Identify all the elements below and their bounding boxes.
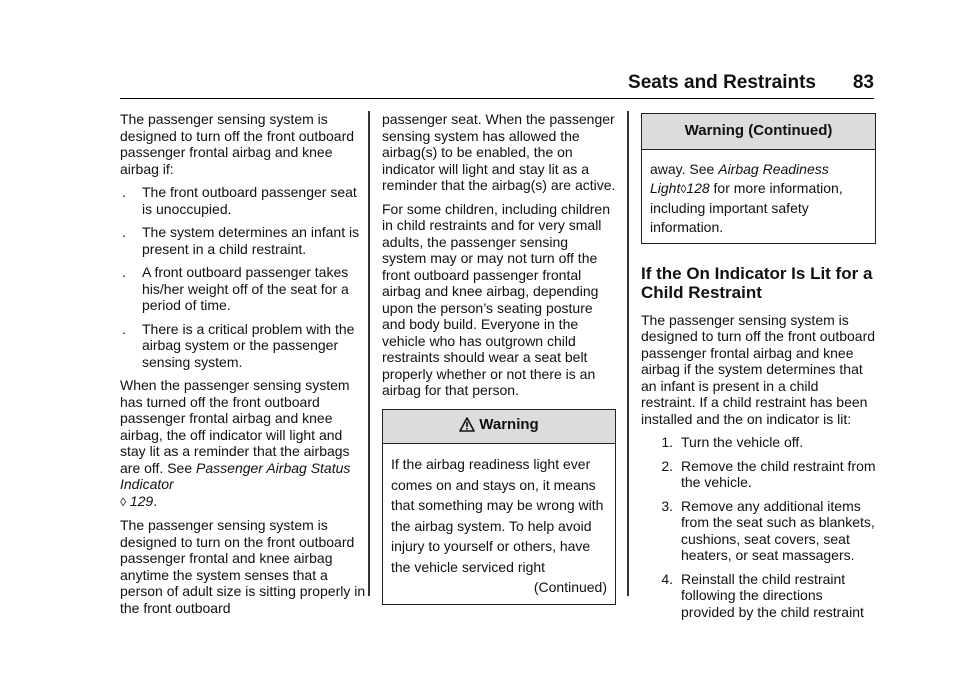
page-number: 83 [852, 72, 874, 93]
warning-triangle-icon [459, 417, 475, 437]
warning-body [642, 150, 875, 243]
sentence-end: . [153, 492, 158, 509]
bullet-item [120, 321, 368, 371]
page-ref-icon: ◊ [680, 181, 687, 196]
off-indicator-paragraph [120, 377, 368, 510]
step-item [641, 571, 876, 621]
column-divider-1 [368, 111, 370, 596]
warning-box [382, 409, 616, 605]
page-header [120, 70, 874, 99]
warning-text: If the airbag readiness light ever comes on and stays on, it means that something may be wrong with the airbag system. To help avoid injury to yourself or others, have the vehicle serviced right [391, 456, 604, 575]
bullet-item [120, 184, 368, 217]
reference-page: 129 [129, 492, 154, 509]
step-text: Remove the child restraint from the vehicle. [681, 457, 876, 490]
continued-label: (Continued) [533, 579, 607, 595]
turn-on-paragraph: The passenger sensing system is designed to turn on the front outboard passenger frontal and knee airbag anytime the system senses that a person of adult size is sitting properly in the front outboard [120, 517, 366, 616]
paragraph-text: When the passenger sensing system has turned off the front outboard passenger frontal airbag and knee airbag, the off indicator will light and stay lit as a reminder that the airbags are off. See [120, 377, 350, 476]
step-item [641, 498, 876, 564]
warning-continued-box [641, 113, 876, 244]
step-number: 2. [661, 457, 673, 474]
reference-title: Airbag Readiness Light [650, 160, 829, 196]
bullet-mark: . [122, 224, 126, 240]
reference-page: 128 [686, 179, 710, 196]
bullet-mark: . [122, 264, 126, 280]
bullet-mark: . [122, 184, 126, 200]
bullet-text: A front outboard passenger takes his/her weight off of the seat for a period of time. [142, 264, 349, 313]
children-paragraph: For some children, including children in child restraints and for very small adults, the passenger sensing system may or may not turn off the front outboard passenger frontal airbag and knee airbag, depending upon the person’s seating posture and body build. Everyone in the vehicle who has outgrown child restraints should wear a seat belt properly whether or not there is an airbag for that person. [382, 200, 610, 398]
section-heading: If the On Indicator Is Lit for a Child Restraint [641, 263, 873, 302]
warning-text-end: for more information, including important safety information. [650, 179, 843, 235]
bullet-item [120, 264, 368, 314]
intro-paragraph: The passenger sensing system is designed to turn off the front outboard passenger frontal airbag and knee airbag if: [120, 111, 355, 177]
step-text: Remove any additional items from the seat such as blankets, cushions, seat covers, seat heaters, or seat massagers. [681, 497, 875, 563]
step-item [641, 458, 876, 491]
bullet-text: The front outboard passenger seat is unoccupied. [142, 184, 357, 217]
column-3 [641, 111, 876, 627]
warning-body [383, 444, 615, 604]
bullet-text: The system determines an infant is present in a child restraint. [142, 224, 360, 257]
on-indicator-paragraph: passenger seat. When the passenger sensing system has allowed the airbag(s) to be enabled, the on indicator will light and stay lit as a reminder that the airbag(s) are active. [382, 111, 616, 193]
section-title: Seats and Restraints [628, 72, 816, 93]
column-2 [382, 111, 616, 605]
step-number: 4. [661, 570, 673, 587]
bullet-item [120, 224, 368, 257]
step-item [641, 434, 876, 451]
step-number: 3. [661, 497, 673, 514]
step-text: Turn the vehicle off. [681, 434, 804, 450]
step-text: Reinstall the child restraint following the directions provided by the child restraint [681, 570, 864, 620]
step-number: 1. [661, 434, 673, 450]
warning-title: Warning [479, 415, 539, 433]
bullet-text: There is a critical problem with the airbag system or the passenger sensing system. [142, 320, 355, 370]
column-1 [120, 111, 368, 623]
child-restraint-paragraph: The passenger sensing system is designed to turn off the front outboard passenger frontal airbag and knee airbag if the system determines that an infant is present in a child restraint. If a child restraint has been installed and the on indicator is lit: [641, 311, 876, 427]
column-divider-2 [627, 111, 629, 596]
warning-header: Warning (Continued) [642, 114, 875, 150]
page-ref-icon: ◊ [120, 494, 126, 509]
warning-header [383, 410, 615, 445]
warning-text: away. See [650, 160, 715, 177]
reference-title: Passenger Airbag Status Indicator [120, 459, 351, 492]
bullet-mark: . [122, 320, 126, 337]
